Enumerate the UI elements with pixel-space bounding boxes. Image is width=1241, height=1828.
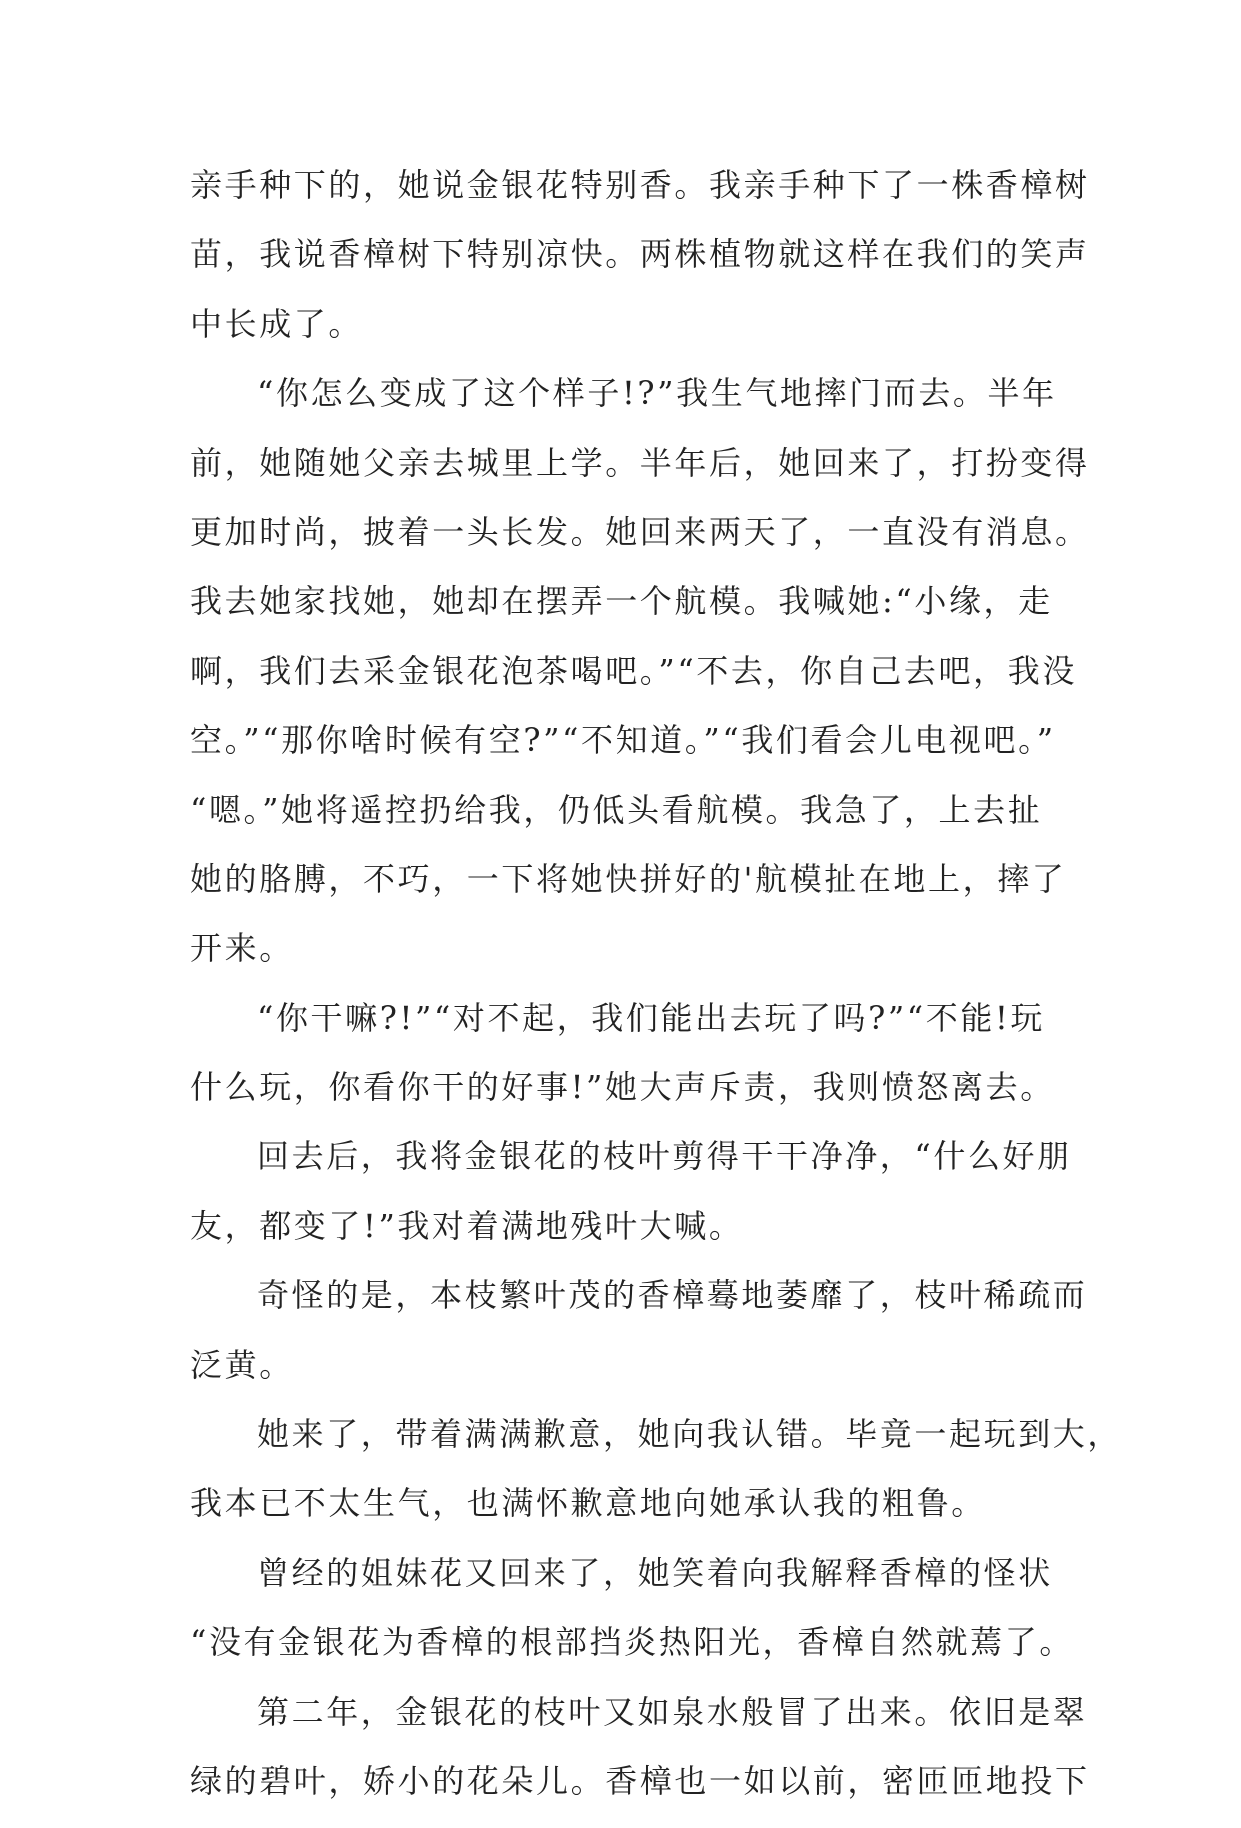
text-line: 更加时尚，披着一头长发。她回来两天了，一直没有消息。 — [190, 512, 1090, 551]
paragraph-first-line: 回去后，我将金银花的枝叶剪得干干净净，“什么好朋 — [257, 1137, 1072, 1176]
text-line: 我本已不太生气，也满怀歉意地向她承认我的粗鲁。 — [190, 1484, 986, 1523]
text-line: 亲手种下的，她说金银花特别香。我亲手种下了一株香樟树 — [190, 166, 1090, 204]
paragraph-first-line: 第二年，金银花的枝叶又如泉水般冒了出来。依旧是翠 — [257, 1692, 1088, 1731]
text-line: 她的胳膊，不巧，一下将她快拼好的'航模扯在地上，摔了 — [190, 859, 1067, 898]
body-text — [190, 163, 1123, 1828]
text-line: 我去她家找她，她却在摆弄一个航模。我喊她:“小缘，走 — [190, 582, 1053, 621]
paragraph-first-line: “你干嘛?!”“对不起，我们能出去玩了吗?”“不能!玩 — [257, 998, 1046, 1037]
paragraph-first-line: 奇怪的是，本枝繁叶茂的香樟蓦地萎靡了，枝叶稀疏而 — [257, 1276, 1088, 1315]
paragraph-first-line: 她来了，带着满满歉意，她向我认错。毕竟一起玩到大， — [257, 1415, 1123, 1454]
text-line: 友，都变了!”我对着满地残叶大喊。 — [190, 1206, 744, 1245]
paragraph-first-line: 曾经的姐妹花又回来了，她笑着向我解释香樟的怪状 — [257, 1553, 1053, 1592]
text-line: 开来。 — [190, 929, 294, 968]
text-line: 啊，我们去采金银花泡茶喝吧。”“不去，你自己去吧，我没 — [190, 651, 1077, 690]
text-line: 苗，我说香樟树下特别凉快。两株植物就这样在我们的笑声 — [190, 235, 1090, 274]
text-line: 前，她随她父亲去城里上学。半年后，她回来了，打扮变得 — [190, 443, 1090, 482]
paragraph-first-line: “你怎么变成了这个样子!?”我生气地摔门而去。半年 — [257, 374, 1057, 413]
text-line: 什么玩，你看你干的好事!”她大声斥责，我则愤怒离去。 — [190, 1068, 1055, 1107]
text-line: 绿的碧叶，娇小的花朵儿。香樟也一如以前，密匝匝地投下 — [190, 1761, 1090, 1800]
text-line: 空。”“那你啥时候有空?”“不知道。”“我们看会儿电视吧。” — [190, 721, 1056, 760]
text-line: “没有金银花为香樟的根部挡炎热阳光，香樟自然就蔫了。 — [190, 1623, 1074, 1662]
text-line: 中长成了。 — [190, 304, 364, 343]
text-line: “嗯。”她将遥控扔给我，仍低头看航模。我急了，上去扯 — [190, 790, 1043, 829]
text-line: 泛黄。 — [190, 1345, 294, 1384]
